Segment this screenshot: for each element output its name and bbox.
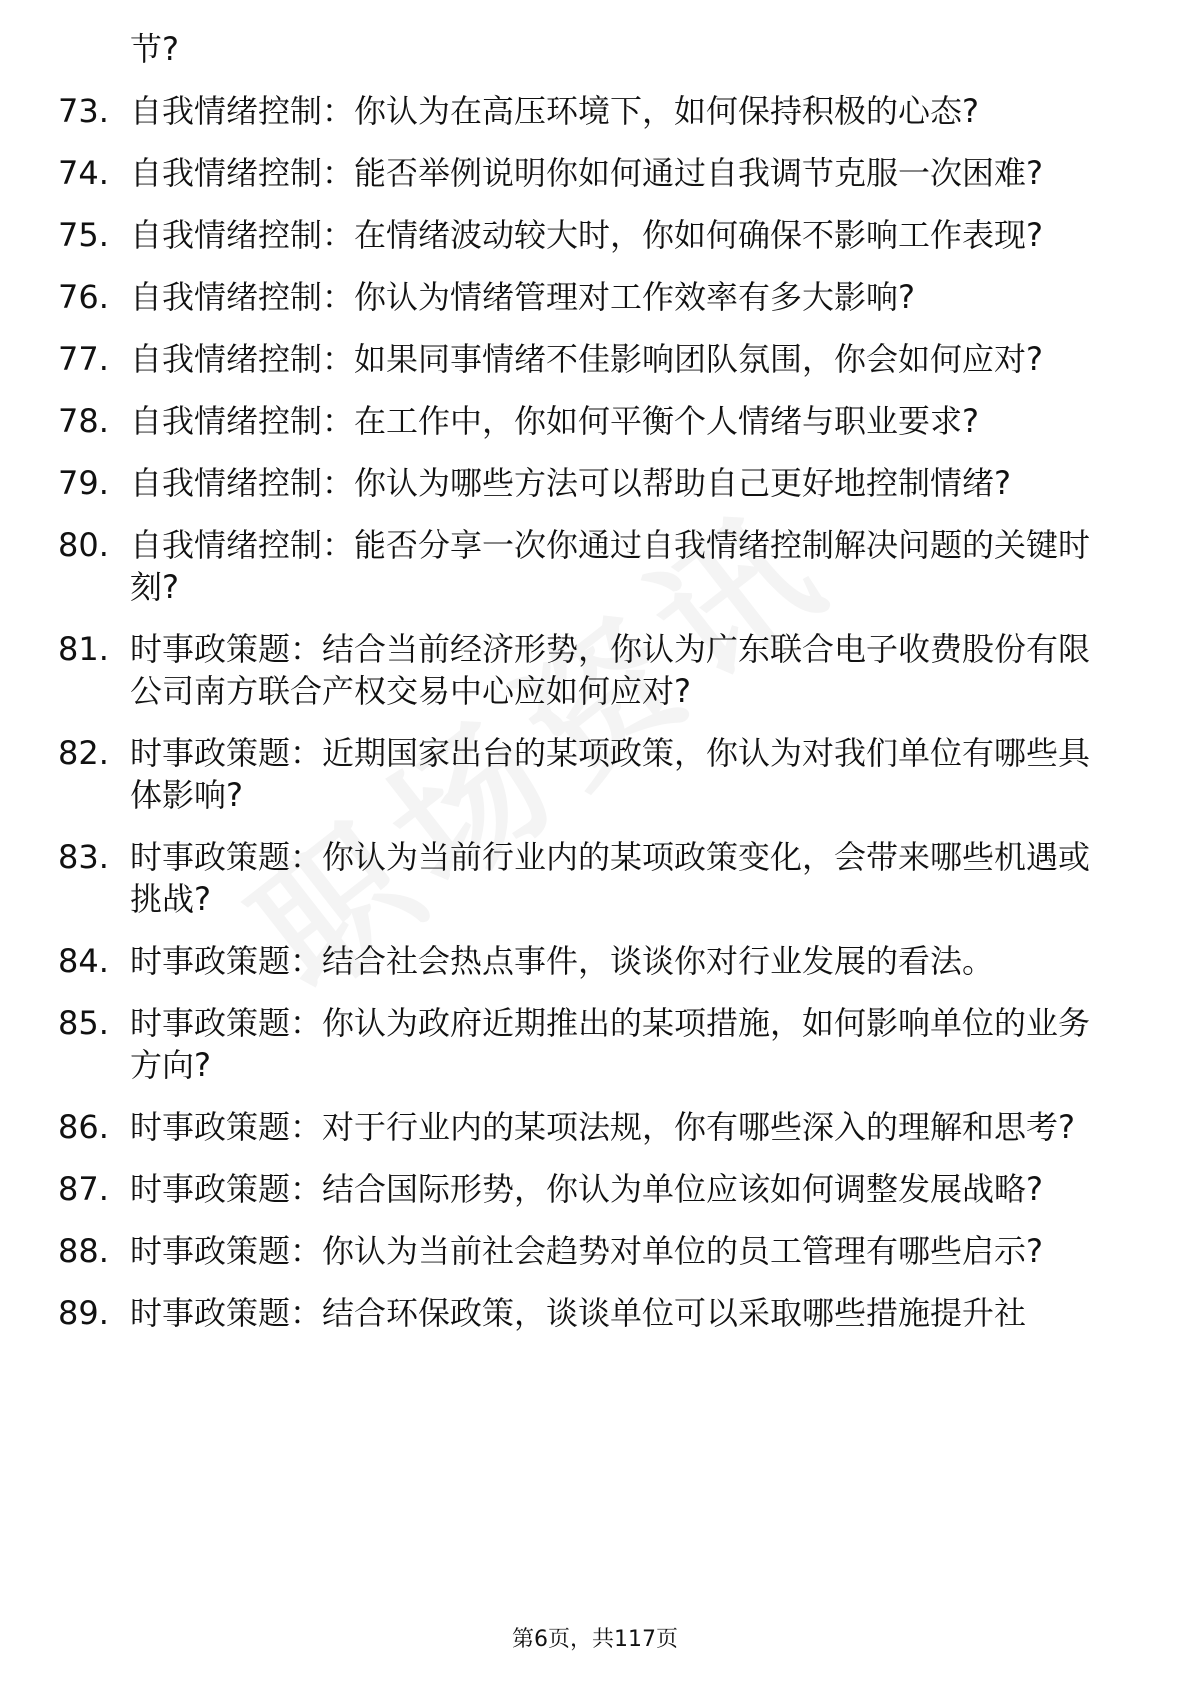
question-item <box>0 732 1190 816</box>
question-number: 89. <box>58 1294 109 1332</box>
question-item <box>0 1002 1190 1086</box>
question-item <box>0 1292 1190 1334</box>
question-number: 77. <box>58 340 109 378</box>
continued-text: 节? <box>130 30 179 68</box>
question-number: 75. <box>58 216 109 254</box>
question-item <box>0 524 1190 608</box>
question-item <box>0 152 1190 194</box>
continued-line <box>0 28 1190 70</box>
question-list <box>0 28 1190 1354</box>
question-text: 时事政策题：你认为当前社会趋势对单位的员工管理有哪些启示? <box>130 1232 1043 1270</box>
question-text: 时事政策题：结合当前经济形势，你认为广东联合电子收费股份有限公司南方联合产权交易中心应如何应对? <box>130 630 1091 710</box>
question-number: 86. <box>58 1108 109 1146</box>
question-item <box>0 90 1190 132</box>
question-item <box>0 400 1190 442</box>
question-number: 74. <box>58 154 109 192</box>
question-number: 81. <box>58 630 109 668</box>
question-text: 时事政策题：结合社会热点事件，谈谈你对行业发展的看法。 <box>130 942 995 980</box>
question-text: 自我情绪控制：你认为哪些方法可以帮助自己更好地控制情绪? <box>130 464 1011 502</box>
question-text: 自我情绪控制：如果同事情绪不佳影响团队氛围，你会如何应对? <box>130 340 1043 378</box>
question-number: 87. <box>58 1170 109 1208</box>
question-text: 时事政策题：结合国际形势，你认为单位应该如何调整发展战略? <box>130 1170 1043 1208</box>
question-number: 80. <box>58 526 109 564</box>
question-number: 79. <box>58 464 109 502</box>
question-item <box>0 214 1190 256</box>
question-item <box>0 1168 1190 1210</box>
question-item <box>0 836 1190 920</box>
question-text: 时事政策题：你认为政府近期推出的某项措施，如何影响单位的业务方向? <box>130 1004 1091 1084</box>
question-number: 84. <box>58 942 109 980</box>
question-item <box>0 338 1190 380</box>
question-item <box>0 462 1190 504</box>
question-text: 时事政策题：你认为当前行业内的某项政策变化，会带来哪些机遇或挑战? <box>130 838 1091 918</box>
question-text: 时事政策题：结合环保政策，谈谈单位可以采取哪些措施提升社 <box>130 1294 1027 1332</box>
question-text: 自我情绪控制：你认为在高压环境下，如何保持积极的心态? <box>130 92 979 130</box>
question-number: 78. <box>58 402 109 440</box>
question-number: 83. <box>58 838 109 876</box>
question-item <box>0 276 1190 318</box>
question-text: 自我情绪控制：在工作中，你如何平衡个人情绪与职业要求? <box>130 402 979 440</box>
question-text: 时事政策题：近期国家出台的某项政策，你认为对我们单位有哪些具体影响? <box>130 734 1091 814</box>
question-number: 88. <box>58 1232 109 1270</box>
question-item <box>0 1230 1190 1272</box>
page-footer: 第6页，共117页 <box>512 1627 678 1652</box>
question-item <box>0 628 1190 712</box>
question-number: 85. <box>58 1004 109 1042</box>
question-number: 73. <box>58 92 109 130</box>
question-text: 自我情绪控制：在情绪波动较大时，你如何确保不影响工作表现? <box>130 216 1043 254</box>
question-text: 时事政策题：对于行业内的某项法规，你有哪些深入的理解和思考? <box>130 1108 1075 1146</box>
question-item <box>0 1106 1190 1148</box>
question-item <box>0 940 1190 982</box>
question-text: 自我情绪控制：能否举例说明你如何通过自我调节克服一次困难? <box>130 154 1043 192</box>
question-number: 82. <box>58 734 109 772</box>
question-text: 自我情绪控制：能否分享一次你通过自我情绪控制解决问题的关键时刻? <box>130 526 1091 606</box>
question-text: 自我情绪控制：你认为情绪管理对工作效率有多大影响? <box>130 278 915 316</box>
question-number: 76. <box>58 278 109 316</box>
